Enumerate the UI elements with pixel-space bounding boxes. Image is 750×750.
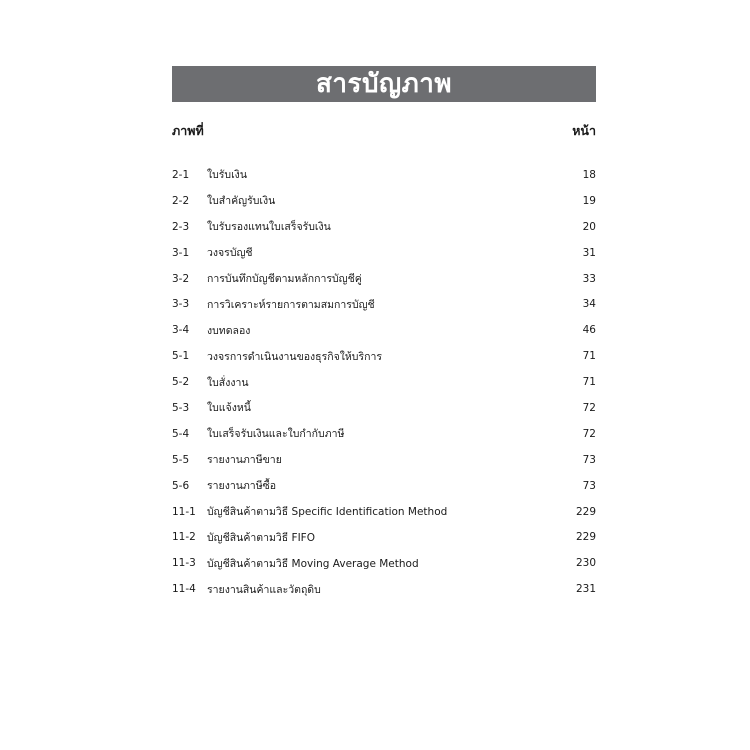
page-number: 18 <box>582 168 596 181</box>
page-number: 34 <box>582 298 596 311</box>
figure-number: 2-1 <box>172 168 190 181</box>
figure-title: ใบรับรองแทนใบเสร็จรับเงิน <box>207 221 331 234</box>
page-number: 19 <box>582 194 596 207</box>
page-number: 46 <box>582 324 596 337</box>
figure-number: 5-1 <box>172 350 190 363</box>
figure-title: รายงานภาษีขาย <box>207 454 282 467</box>
page-number: 71 <box>582 350 596 363</box>
page-number: 33 <box>582 272 596 285</box>
figure-title: ใบเสร็จรับเงินและใบกำกับภาษี <box>207 428 345 441</box>
figure-number: 5-3 <box>172 401 190 414</box>
page-number: 231 <box>575 583 596 596</box>
figure-title: การวิเคราะห์รายการตามสมการบัญชี <box>207 298 375 311</box>
list-item <box>172 499 596 525</box>
figure-title: บัญชีสินค้าตามวิธี Specific Identification Method <box>207 506 448 519</box>
list-item <box>172 343 596 369</box>
figure-number: 11-1 <box>172 505 196 518</box>
page-number: 71 <box>582 376 596 389</box>
list-item <box>172 524 596 550</box>
figure-title: ใบแจ้งหนี้ <box>207 402 251 415</box>
column-header-row <box>172 121 596 141</box>
figure-number: 3-2 <box>172 272 190 285</box>
figure-column-header: ภาพที่ <box>172 123 204 138</box>
list-item <box>172 369 596 395</box>
page-number: 31 <box>582 246 596 259</box>
figure-number: 11-3 <box>172 557 196 570</box>
figure-number: 5-4 <box>172 427 190 440</box>
page-number: 73 <box>582 479 596 492</box>
page-number: 20 <box>582 220 596 233</box>
table-of-figures-page <box>172 66 596 602</box>
list-item <box>172 188 596 214</box>
list-item <box>172 214 596 240</box>
figure-title: บัญชีสินค้าตามวิธี Moving Average Method <box>207 557 419 570</box>
list-item <box>172 421 596 447</box>
figure-number: 3-1 <box>172 246 190 259</box>
figure-title: ใบสำคัญรับเงิน <box>207 195 276 208</box>
figure-number: 2-3 <box>172 220 190 233</box>
page-title: สารบัญภาพ <box>316 69 452 99</box>
page-number: 230 <box>575 557 596 570</box>
title-banner <box>172 66 596 102</box>
list-item <box>172 576 596 602</box>
list-item <box>172 447 596 473</box>
figure-number: 11-4 <box>172 583 196 596</box>
list-item <box>172 550 596 576</box>
list-item <box>172 395 596 421</box>
list-item <box>172 473 596 499</box>
figure-title: การบันทึกบัญชีตามหลักการบัญชีคู่ <box>207 273 362 285</box>
page-number: 72 <box>582 401 596 414</box>
figure-number: 11-2 <box>172 531 196 544</box>
list-item <box>172 162 596 188</box>
figure-title: บัญชีสินค้าตามวิธี FIFO <box>207 531 315 544</box>
page-number: 229 <box>575 531 596 544</box>
figure-title: วงจรบัญชี <box>207 247 253 260</box>
figure-title: ใบรับเงิน <box>207 169 247 182</box>
figure-number: 2-2 <box>172 194 190 207</box>
list-item <box>172 291 596 317</box>
figure-number: 5-6 <box>172 479 190 492</box>
figure-number: 5-2 <box>172 376 190 389</box>
figure-number: 3-4 <box>172 324 190 337</box>
list-item <box>172 266 596 292</box>
page-number: 229 <box>575 505 596 518</box>
list-item <box>172 240 596 266</box>
figure-title: งบทดลอง <box>207 324 251 337</box>
page-column-header: หน้า <box>572 123 596 138</box>
figure-title: ใบสั่งงาน <box>207 376 249 389</box>
figure-list <box>172 162 596 602</box>
page-number: 72 <box>582 427 596 440</box>
figure-title: รายงานสินค้าและวัตถุดิบ <box>207 583 321 596</box>
list-item <box>172 317 596 343</box>
page-number: 73 <box>582 453 596 466</box>
figure-title: วงจรการดำเนินงานของธุรกิจให้บริการ <box>207 350 382 363</box>
figure-number: 5-5 <box>172 453 190 466</box>
figure-title: รายงานภาษีซื้อ <box>207 480 277 493</box>
figure-number: 3-3 <box>172 298 190 311</box>
